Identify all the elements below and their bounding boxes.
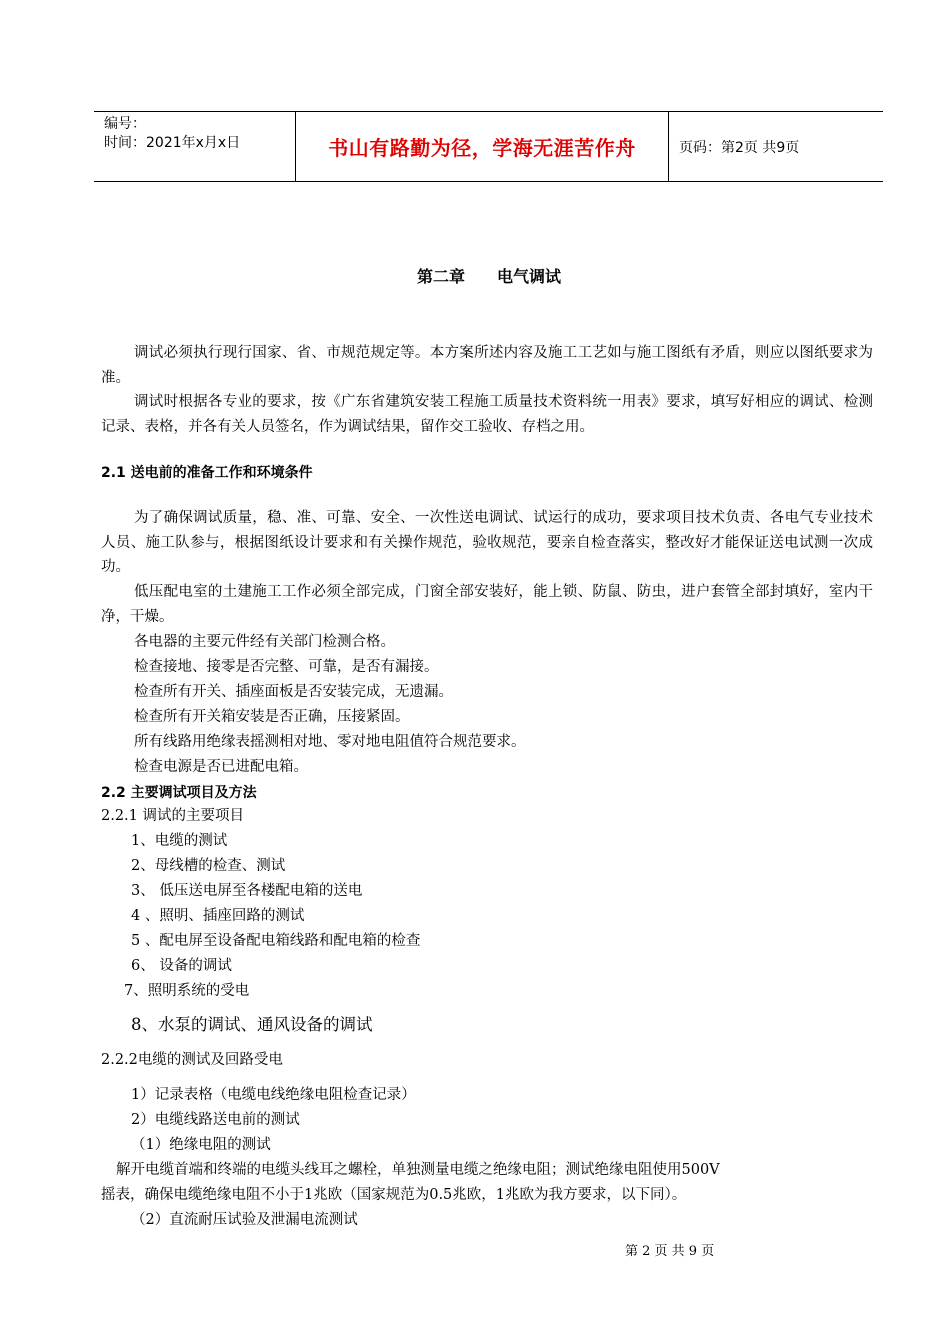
intro-paragraph: 调试必须执行现行国家、省、市规范规定等。本方案所述内容及施工工艺如与施工图纸有矛盾，则应以图纸要求为准。 [101, 345, 873, 386]
number-label: 编号： [104, 116, 146, 132]
time-label: 时间：2021年x月x日 [104, 135, 241, 151]
list-item: 4 、照明、插座回路的测试 [131, 908, 305, 924]
body-paragraph: 低压配电室的土建施工工作必须全部完成，门窗全部安装好，能上锁、防鼠、防虫，进户套管全部封填好，室内干净，干燥。 [101, 584, 873, 625]
list-item: 3、 低压送电屏至各楼配电箱的送电 [131, 883, 363, 899]
body-line: 解开电缆首端和终端的电缆头线耳之螺栓，单独测量电缆之绝缘电阻；测试绝缘电阻使用500V [116, 1162, 720, 1178]
chapter-name: 电气调试 [497, 267, 562, 286]
intro-paragraph: 调试时根据各专业的要求，按《广东省建筑安装工程施工质量技术资料统一用表》要求，填写好相应的调试、检测记录、表格，并各有关人员签名，作为调试结果，留作交工验收、存档之用。 [101, 394, 873, 435]
page-footer: 第 2 页 共 9 页 [625, 1244, 715, 1259]
check-item: 各电器的主要元件经有关部门检测合格。 [134, 634, 395, 650]
list-item: 1、电缆的测试 [131, 833, 228, 849]
list-item: 2、母线槽的检查、测试 [131, 858, 286, 874]
step-item: 2）电缆线路送电前的测试 [131, 1112, 300, 1128]
step-item: （1）绝缘电阻的测试 [131, 1137, 271, 1153]
subsection-heading: 2.2.2电缆的测试及回路受电 [101, 1052, 283, 1068]
list-item: 8、水泵的调试、通风设备的调试 [131, 1015, 373, 1034]
check-item: 检查所有开关、插座面板是否安装完成，无遗漏。 [134, 684, 453, 700]
check-item: 所有线路用绝缘表摇测相对地、零对地电阻值符合规范要求。 [134, 734, 526, 750]
header-divider [668, 112, 669, 181]
section-heading: 2.2 主要调试项目及方法 [101, 785, 257, 801]
check-item: 检查所有开关箱安装是否正确，压接紧固。 [134, 709, 410, 725]
subsection-heading: 2.2.1 调试的主要项目 [101, 808, 245, 824]
header-meta [104, 115, 240, 153]
check-item: 检查电源是否已进配电箱。 [134, 759, 308, 775]
check-item: 检查接地、接零是否完整、可靠，是否有漏接。 [134, 659, 439, 675]
chapter-number: 第二章 [416, 267, 465, 286]
step-item: （2）直流耐压试验及泄漏电流测试 [131, 1212, 358, 1228]
header-page-info: 页码：第2页 共9页 [679, 139, 800, 156]
body-paragraph: 为了确保调试质量，稳、准、可靠、安全、一次性送电调试、试运行的成功，要求项目技术负责、各电气专业技术人员、施工队参与，根据图纸设计要求和有关操作规范，验收规范，要亲自检查落实，整改好才能保证送电试测一次成功。 [101, 510, 873, 575]
chapter-title [0, 264, 950, 287]
section-heading: 2.1 送电前的准备工作和环境条件 [101, 465, 313, 481]
list-item: 5 、配电屏至设备配电箱线路和配电箱的检查 [131, 933, 421, 949]
list-item: 7、照明系统的受电 [124, 983, 250, 999]
list-item: 6、 设备的调试 [131, 958, 232, 974]
page-header [94, 111, 883, 182]
step-item: 1）记录表格（电缆电线绝缘电阻检查记录） [131, 1087, 416, 1103]
body-line: 摇表，确保电缆绝缘电阻不小于1兆欧（国家规范为0.5兆欧，1兆欧为我方要求，以下同）。 [101, 1187, 687, 1203]
header-motto: 书山有路勤为径，学海无涯苦作舟 [328, 136, 636, 160]
